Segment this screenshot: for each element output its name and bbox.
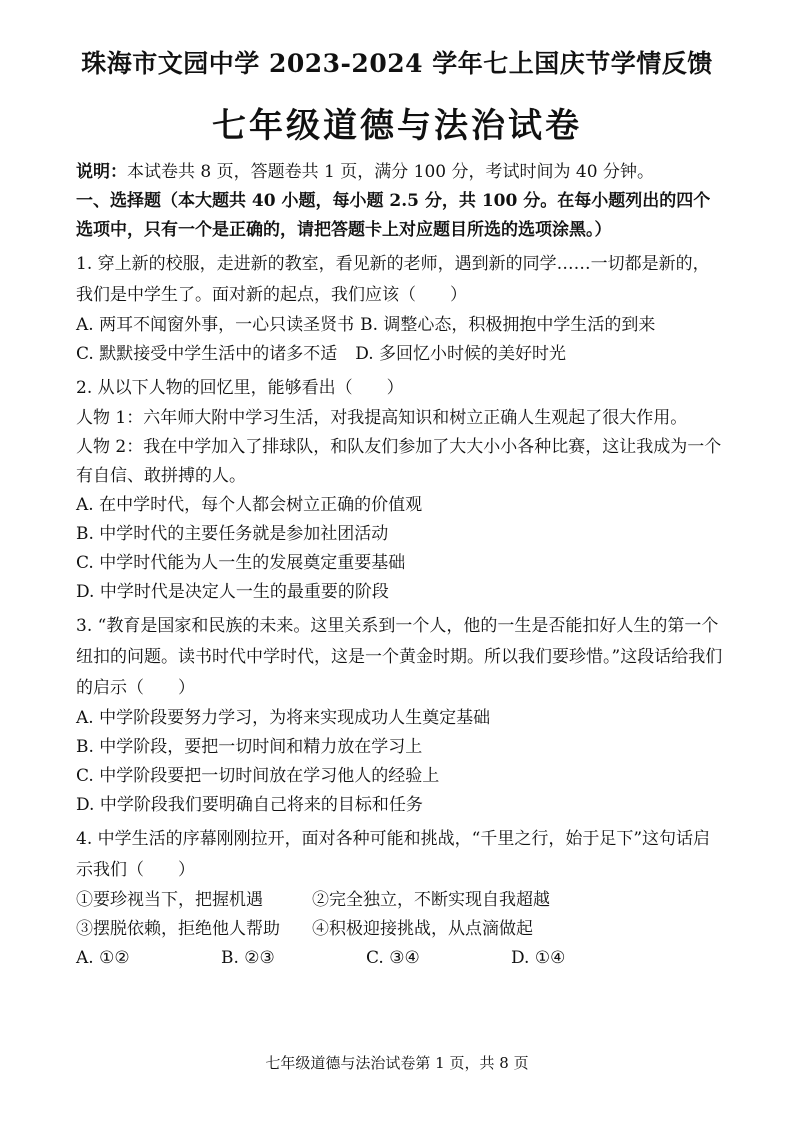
option-c: C. 默默接受中学生活中的诸多不适 (76, 344, 338, 364)
option-d: D. 多回忆小时候的美好时光 (355, 344, 567, 364)
exam-subject-title: 七年级道德与法治试卷 (212, 106, 582, 146)
question-stem: 3. “教育是国家和民族的未来。这里关系到一个人，他的一生是否能扣好人生的第一个纽扣的问题。读书时代中学时代，这是一个黄金时期。所以我们要珍惜。”这段话给我们的启示（ ） (76, 616, 723, 698)
options-row (76, 944, 724, 973)
statement-1: ①要珍视当下，把握机遇 (76, 890, 263, 910)
exam-header-title: 珠海市文园中学 2023-2024 学年七上国庆节学情反馈 (81, 49, 713, 78)
statement-2: ②完全独立，不断实现自我超越 (312, 890, 550, 910)
question-stem: 1. 穿上新的校服，走进新的教室，看见新的老师，遇到新的同学……一切都是新的，我们是中学生了。面对新的起点，我们应该（ ） (76, 254, 710, 305)
option-d: D. ①④ (511, 948, 566, 968)
statement-4: ④积极迎接挑战，从点滴做起 (312, 919, 533, 939)
question-2 (76, 373, 724, 607)
option-c: C. 中学阶段要把一切时间放在学习他人的经验上 (76, 766, 440, 786)
option-b: B. ②③ (221, 948, 275, 968)
option-d: D. 中学时代是决定人一生的最重要的阶段 (76, 582, 389, 602)
option-a: A. 中学阶段要努力学习，为将来实现成功人生奠定基础 (76, 708, 491, 728)
question-1 (76, 249, 724, 369)
instructions-text: 本试卷共 8 页，答题卷共 1 页，满分 100 分，考试时间为 40 分钟。 (127, 162, 654, 182)
option-b: B. 中学阶段，要把一切时间和精力放在学习上 (76, 737, 423, 757)
option-b: B. 调整心态，积极拥抱中学生活的到来 (360, 315, 656, 335)
question-4 (76, 824, 724, 973)
items-row (76, 915, 724, 944)
section-title: 一、选择题（本大题共 40 小题，每小题 2.5 分，共 100 分。在每小题列出的四个选项中，只有一个是正确的，请把答题卡上对应题目所选的选项涂黑。） (76, 191, 711, 240)
page-footer: 七年级道德与法治试卷第 1 页，共 8 页 (265, 1054, 529, 1072)
material-2: 人物 2：我在中学加入了排球队，和队友们参加了大大小小各种比赛，这让我成为一个有自信、敢拼搏的人。 (76, 437, 722, 486)
instructions-label: 说明： (76, 162, 127, 182)
question-3 (76, 611, 724, 820)
option-c: C. 中学时代能为人一生的发展奠定重要基础 (76, 553, 406, 573)
question-stem: 2. 从以下人物的回忆里，能够看出（ ） (76, 378, 404, 398)
exam-content (76, 158, 724, 973)
items-row (76, 886, 724, 915)
option-a: A. 在中学时代，每个人都会树立正确的价值观 (76, 495, 423, 515)
option-d: D. 中学阶段我们要明确自己将来的目标和任务 (76, 795, 423, 815)
option-a: A. 两耳不闻窗外事，一心只读圣贤书 (76, 315, 355, 335)
statement-3: ③摆脱依赖，拒绝他人帮助 (76, 919, 280, 939)
options-row (76, 340, 724, 369)
question-stem: 4. 中学生活的序幕刚刚拉开，面对各种可能和挑战，“千里之行，始于足下”这句话启示我们（ ） (76, 829, 711, 880)
option-c: C. ③④ (366, 948, 420, 968)
option-b: B. 中学时代的主要任务就是参加社团活动 (76, 524, 389, 544)
option-a: A. ①② (76, 948, 130, 968)
material-1: 人物 1：六年师大附中学习生活，对我提高知识和树立正确人生观起了很大作用。 (76, 408, 688, 428)
options-row (76, 311, 724, 340)
instructions (76, 158, 724, 187)
